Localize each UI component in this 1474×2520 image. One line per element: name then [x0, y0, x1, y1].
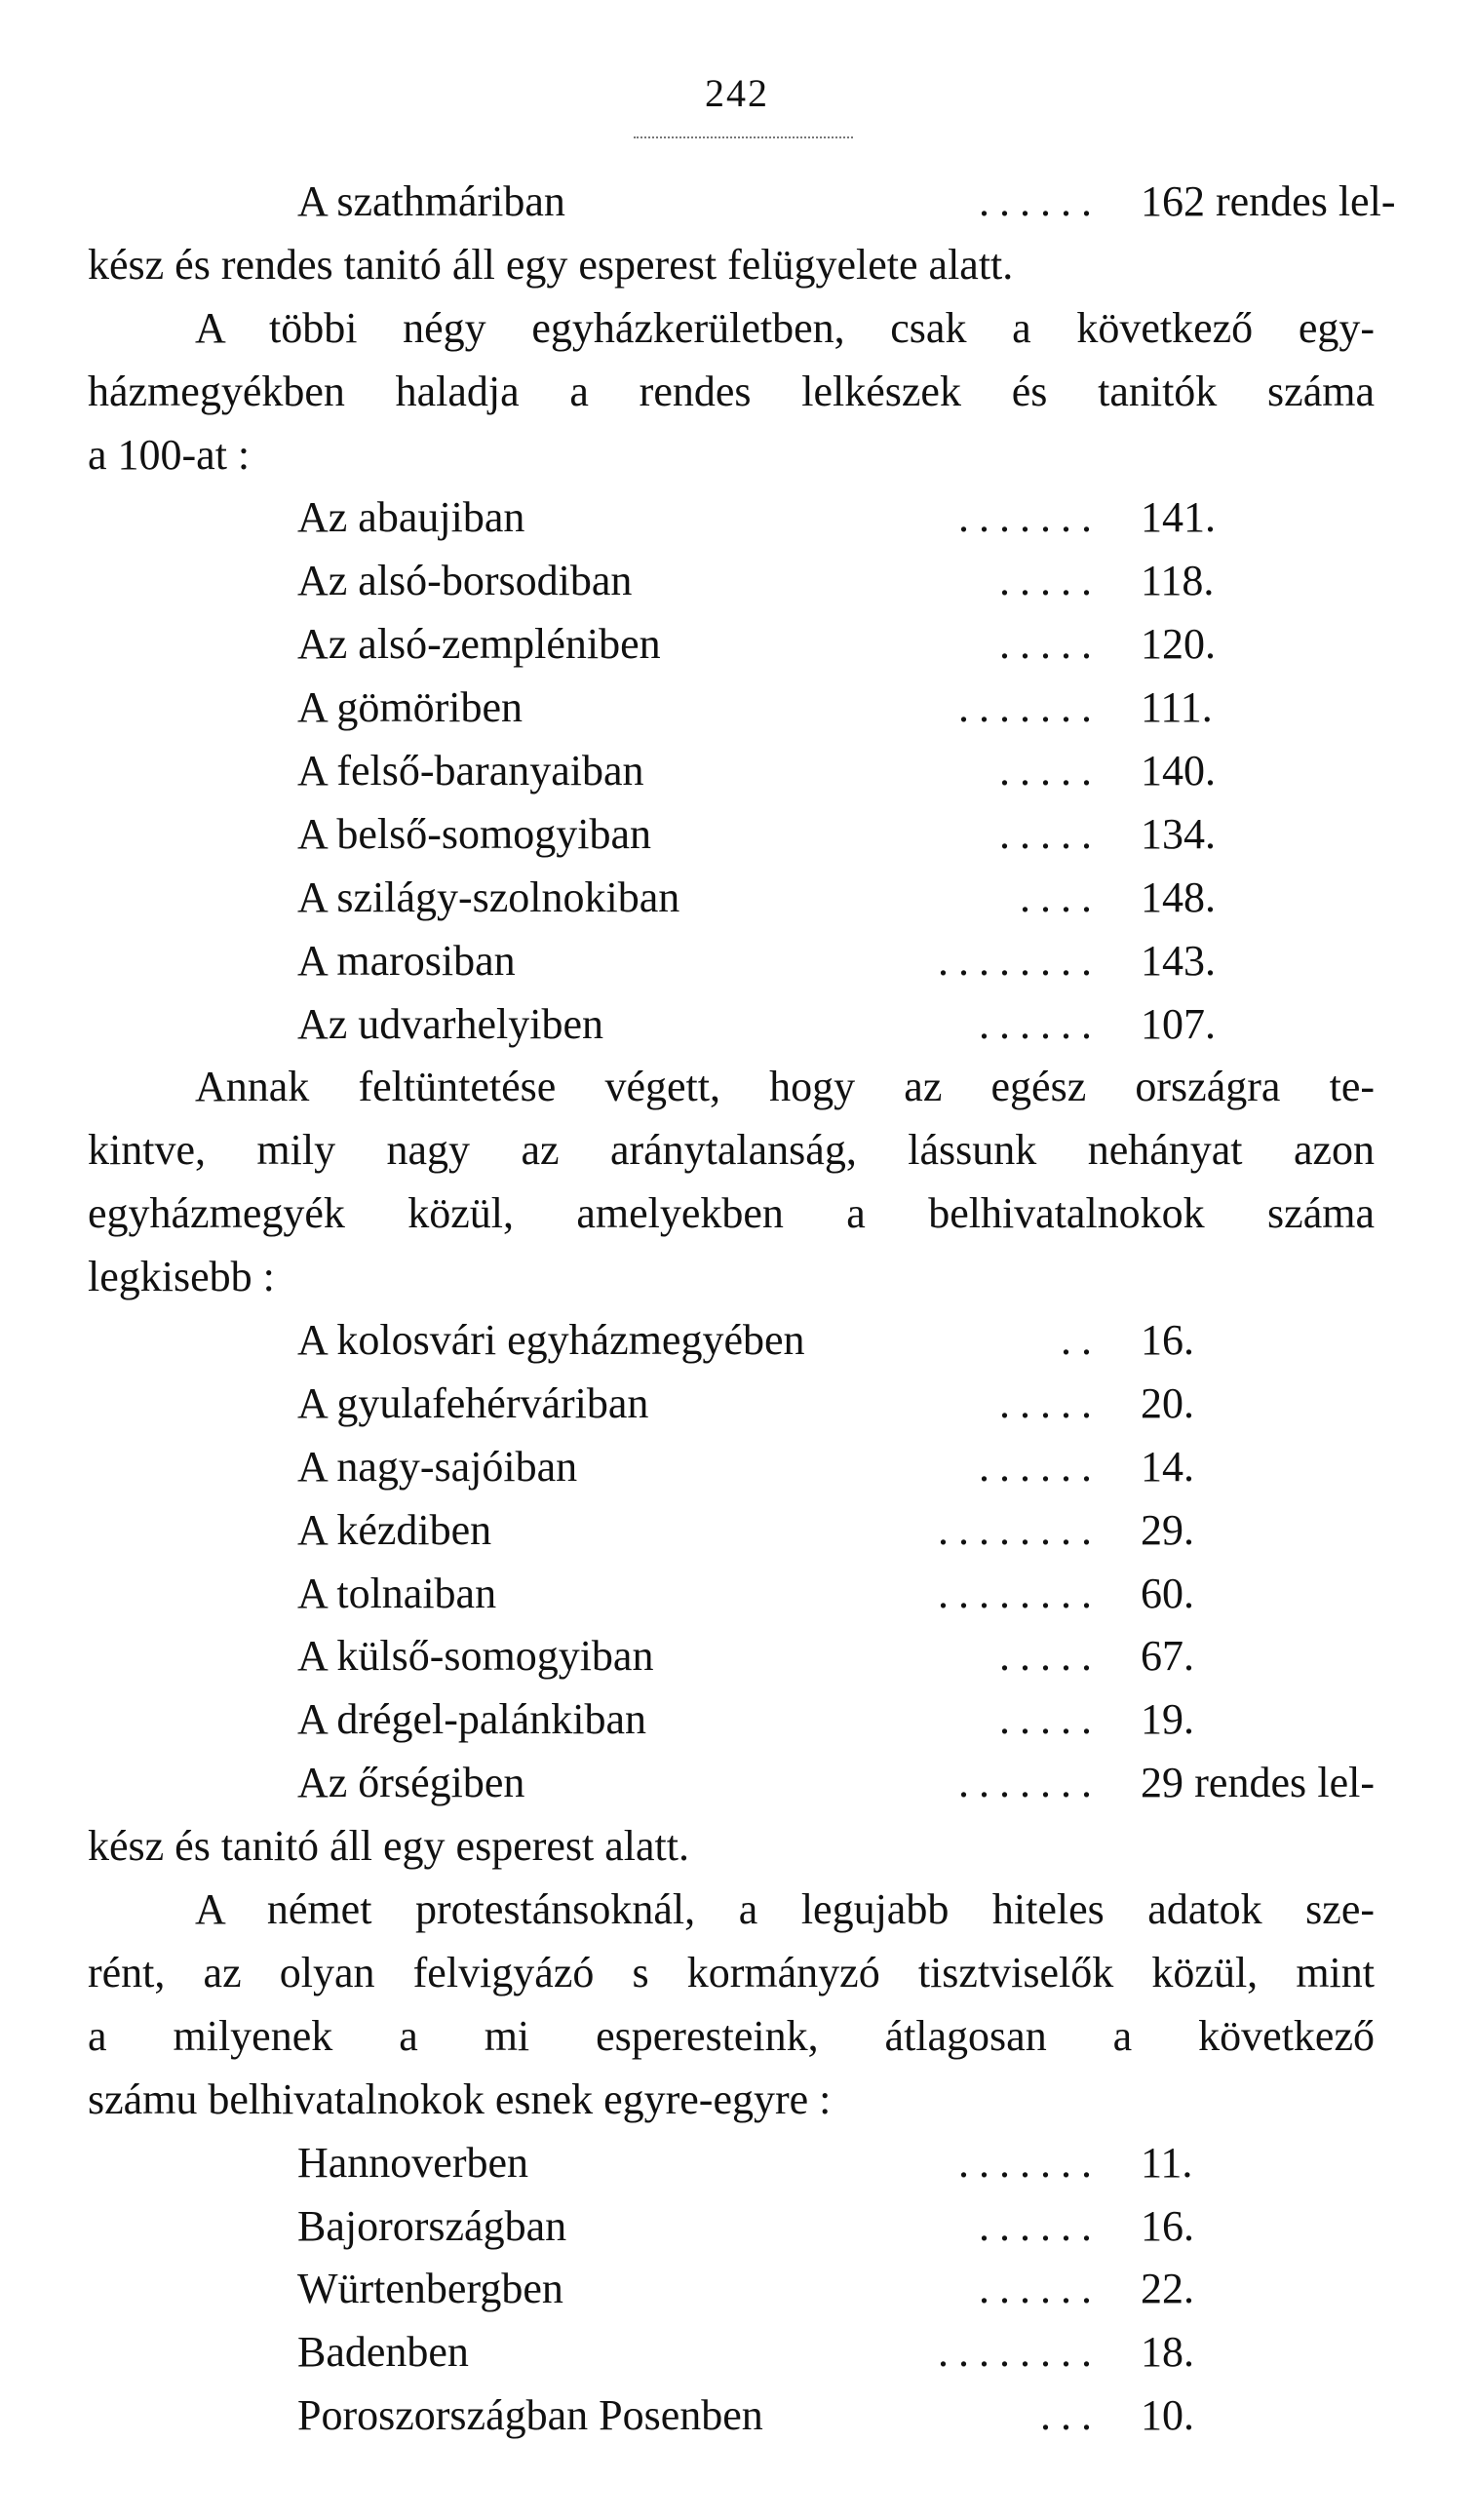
list-item	[88, 1625, 1375, 1688]
text-line: legkisebb :	[88, 1253, 275, 1301]
list-smallest-dioceses	[88, 1309, 1375, 1752]
list-german-states	[88, 2132, 1375, 2448]
list-item-label: A külső-somogyiban	[297, 1632, 654, 1681]
text-line: a 100-at :	[88, 430, 251, 479]
list-item-value: 111.	[1141, 683, 1213, 732]
leader-dots: ......	[979, 999, 1102, 1048]
list-item-label: Az udvarhelyiben	[297, 999, 603, 1048]
list-item-value: 141.	[1141, 493, 1216, 542]
leader-dots: ........	[938, 2328, 1102, 2377]
text-line: egyházmegyék közül, amelyekben a belhivatalnokok száma	[88, 1189, 1375, 1238]
leader-dots: .......	[958, 683, 1102, 732]
leader-dots: .......	[958, 493, 1102, 542]
list-item-label: A belső-somogyiban	[297, 809, 651, 858]
list-item	[88, 2321, 1375, 2384]
list-item	[88, 993, 1375, 1057]
list-item	[88, 803, 1375, 867]
leader-dots: ........	[938, 1505, 1102, 1554]
text-line: házmegyékben haladja a rendes lelkészek és tanitók száma	[88, 367, 1375, 415]
text-line: kintve, mily nagy az aránytalanság, lássunk nehányat azon	[88, 1126, 1375, 1175]
list-item-value: 19.	[1141, 1695, 1194, 1744]
text-line: A német protestánsoknál, a legujabb hiteles adatok sze-	[195, 1885, 1375, 1934]
list-item	[88, 1309, 1375, 1373]
list-item-label: A szilágy-szolnokiban	[297, 872, 680, 921]
list-item-label: Az alsó-borsodiban	[297, 557, 633, 605]
list-item-label: Az abaujiban	[297, 493, 525, 542]
list-item	[88, 1373, 1375, 1436]
list-item-label: A gyulafehérváriban	[297, 1378, 649, 1427]
text-line: kész és tanitó áll egy esperest alatt.	[88, 1822, 689, 1871]
list-item	[88, 1436, 1375, 1499]
list-item-value: 18.	[1141, 2328, 1194, 2377]
list-item-value: 118.	[1141, 557, 1215, 605]
list-item	[88, 2132, 1375, 2195]
list-item-value: 14.	[1141, 1442, 1194, 1491]
text-line: A többi négy egyházkerületben, csak a következő egy-	[195, 303, 1375, 352]
page-number-rule	[634, 136, 853, 138]
list-item	[88, 486, 1375, 550]
list-item-label: A drégel-palánkiban	[297, 1695, 646, 1744]
list-item-value: 120.	[1141, 620, 1216, 669]
list-item-label: Az őrségiben	[297, 1759, 525, 1807]
text-line: kész és rendes tanitó áll egy esperest felügyelete alatt.	[88, 240, 1014, 289]
list-item-label: Würtenbergben	[297, 2265, 563, 2313]
leader-dots: ......	[979, 1442, 1102, 1491]
text-line: Annak feltüntetése végett, hogy az egész országra te-	[195, 1063, 1375, 1111]
list-item-value: 140.	[1141, 747, 1216, 795]
list-item-label: Badenben	[297, 2328, 469, 2377]
list-item-value: 148.	[1141, 872, 1216, 921]
leader-dots: ........	[938, 1569, 1102, 1617]
text-line: számu belhivatalnokok esnek egyre-egyre :	[88, 2074, 832, 2123]
list-item-value: 29 rendes lel-	[1141, 1759, 1375, 1807]
list-item-value: 107.	[1141, 999, 1216, 1048]
list-item-label: A tolnaiban	[297, 1569, 497, 1617]
list-item	[88, 1563, 1375, 1626]
list-item	[88, 550, 1375, 613]
leader-dots: .......	[958, 2138, 1102, 2187]
list-item	[88, 2384, 1375, 2448]
list-item-value: 20.	[1141, 1378, 1194, 1427]
leader-dots: ..	[1061, 1316, 1102, 1365]
leader-dots: .......	[958, 1759, 1102, 1807]
list-item	[88, 1752, 1375, 1815]
leader-dots: .....	[999, 747, 1102, 795]
list-item-label: Hannoverben	[297, 2138, 529, 2187]
list-item-value: 22.	[1141, 2265, 1194, 2313]
list-item-value: 16.	[1141, 2201, 1194, 2250]
list-item-value: 162 rendes lel-	[1141, 177, 1396, 225]
list-item-label: A szathmáriban	[297, 177, 565, 225]
page-number: 242	[705, 71, 769, 115]
list-item	[88, 740, 1375, 803]
list-item-label: A nagy-sajóiban	[297, 1442, 578, 1491]
list-item-value: 143.	[1141, 936, 1216, 985]
list-item-value: 16.	[1141, 1316, 1194, 1365]
leader-dots: .....	[999, 557, 1102, 605]
leader-dots: .....	[999, 1632, 1102, 1681]
list-item	[88, 1499, 1375, 1563]
list-item	[88, 867, 1375, 930]
list-item-label: A kolosvári egyházmegyében	[297, 1316, 805, 1365]
list-item	[88, 613, 1375, 677]
leader-dots: ......	[979, 2201, 1102, 2250]
list-item	[88, 2195, 1375, 2259]
leader-dots: ....	[1020, 872, 1102, 921]
list-item-label: Poroszországban Posenben	[297, 2391, 763, 2440]
leader-dots: ......	[979, 177, 1102, 225]
list-item-value: 29.	[1141, 1505, 1194, 1554]
list-item	[88, 2258, 1375, 2321]
leader-dots: .....	[999, 1378, 1102, 1427]
list-item-label: Bajorországban	[297, 2201, 567, 2250]
list-item-value: 134.	[1141, 809, 1216, 858]
list-item-label: A felső-baranyaiban	[297, 747, 644, 795]
list-item	[88, 677, 1375, 740]
list-item-label: A kézdiben	[297, 1505, 492, 1554]
list-item	[88, 1688, 1375, 1752]
list-item	[88, 171, 1396, 234]
list-item-label: A marosiban	[297, 936, 516, 985]
list-item-label: A gömöriben	[297, 683, 523, 732]
list-item-value: 67.	[1141, 1632, 1194, 1681]
leader-dots: ...	[1040, 2391, 1102, 2440]
page-body	[88, 171, 1396, 2448]
list-item-value: 60.	[1141, 1569, 1194, 1617]
list-item-label: Az alsó-zempléniben	[297, 620, 661, 669]
list-item-value: 10.	[1141, 2391, 1194, 2440]
leader-dots: .....	[999, 1695, 1102, 1744]
list-item-value: 11.	[1141, 2138, 1193, 2187]
leader-dots: ........	[938, 936, 1102, 985]
text-line: rént, az olyan felvigyázó s kormányzó tisztviselők közül, mint	[88, 1948, 1375, 1997]
leader-dots: ......	[979, 2265, 1102, 2313]
leader-dots: .....	[999, 620, 1102, 669]
list-reformed-dioceses	[88, 486, 1375, 1056]
text-line: a milyenek a mi esperesteink, átlagosan a következő	[88, 2011, 1375, 2060]
leader-dots: .....	[999, 809, 1102, 858]
list-item	[88, 930, 1375, 993]
